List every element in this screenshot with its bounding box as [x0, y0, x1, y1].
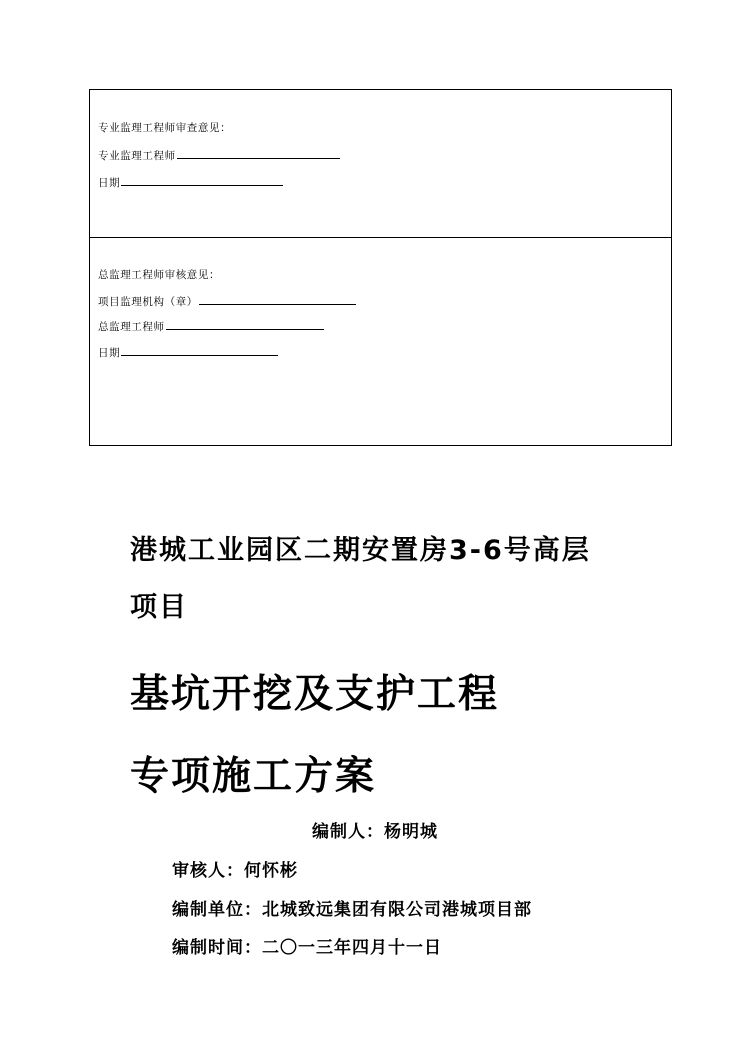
compiling-time-line: 编制时间：二〇一三年四月十一日: [172, 938, 442, 958]
specialty-date-line: [98, 174, 283, 190]
supervision-org-label: 项目监理机构（章）: [98, 296, 198, 308]
specialty-opinion-label: 专业监理工程师审查意见：: [98, 122, 232, 134]
supervision-org-seal-field[interactable]: [199, 293, 356, 305]
reviewer-line: 审核人：何怀彬: [172, 861, 298, 881]
project-title-line-2: 项目: [130, 592, 188, 623]
specialty-engineer-signature-field[interactable]: [177, 147, 340, 159]
compiler-line: 编制人：杨明城: [312, 822, 438, 842]
chief-date-line: [98, 344, 278, 360]
compiling-unit-line: 编制单位：北城致远集团有限公司港城项目部: [172, 900, 532, 920]
document-title-line-1: 基坑开挖及支护工程: [130, 672, 500, 717]
chief-review-section: [90, 238, 671, 445]
chief-engineer-signature-field[interactable]: [166, 318, 324, 330]
review-table: [89, 89, 672, 446]
chief-engineer-label: 总监理工程师: [98, 321, 165, 333]
project-title-line-1: 港城工业园区二期安置房3-6号高层: [130, 535, 591, 566]
chief-engineer-line: [98, 318, 324, 334]
specialty-engineer-line: [98, 147, 340, 163]
specialty-engineer-label: 专业监理工程师: [98, 150, 176, 162]
specialty-review-section: [90, 90, 671, 238]
chief-opinion-label: 总监理工程师审核意见：: [98, 269, 221, 281]
specialty-date-field[interactable]: [121, 174, 283, 186]
chief-date-label: 日期: [98, 347, 121, 359]
specialty-date-label: 日期: [98, 177, 121, 189]
document-title-line-2: 专项施工方案: [130, 754, 377, 799]
supervision-org-line: [98, 293, 356, 309]
chief-date-field[interactable]: [121, 344, 278, 356]
